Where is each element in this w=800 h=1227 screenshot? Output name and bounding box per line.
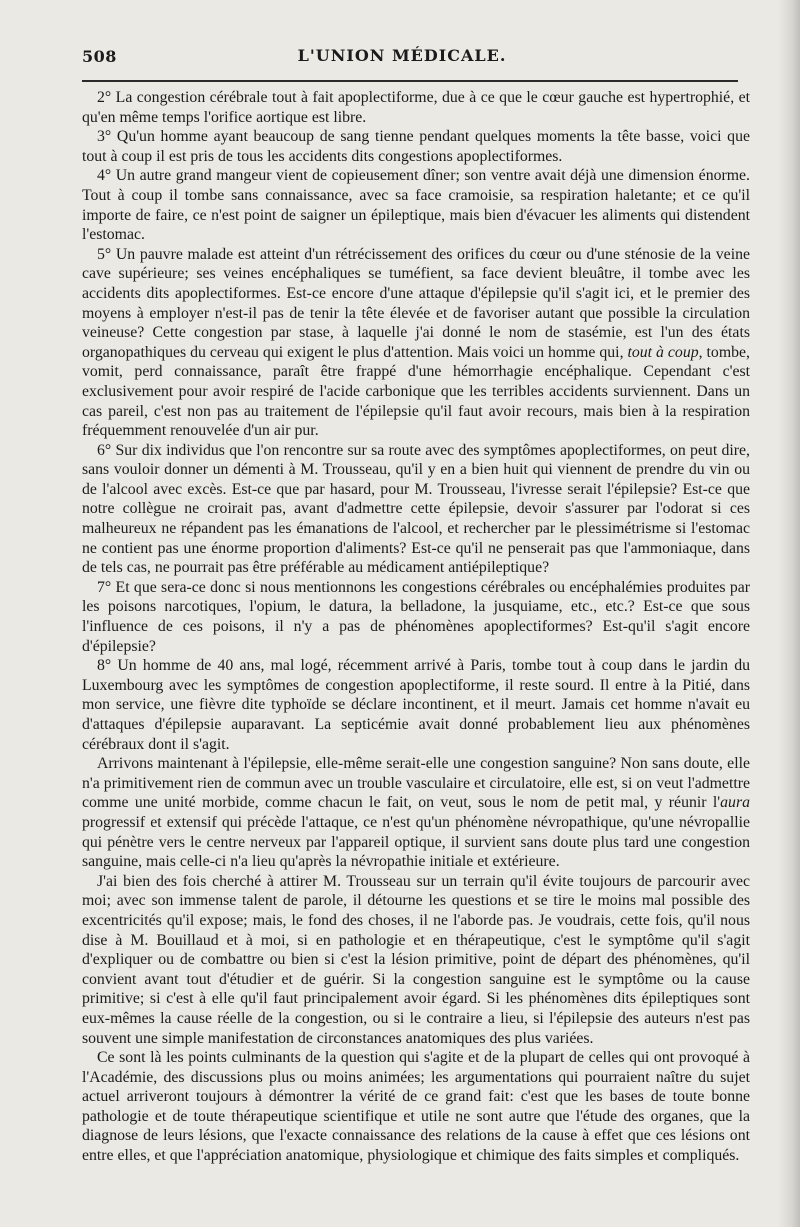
- paragraph-2: 2° La congestion cérébrale tout à fait apoplectiforme, due à ce que le cœur gauche est hypertrophié, et qu'en même temps l'orifice aortique est libre.: [82, 89, 750, 126]
- header-rule: [82, 80, 738, 82]
- page-shadow: [778, 0, 800, 1227]
- paragraph-conclusion: Ce sont là les points culminants de la question qui s'agite et de la plupart de celles qui ont provoqué à l'Académie, des discussions plus ou moins animées; les argumentations qui pourraient naître du sujet actuel arriveront toujours à démontrer la vérité de ce grand fait: c'est que les bases de toute bonne pathologie et de toute thérapeutique scientifique et utile ne sont autre que l'étude des organes, que la diagnose de leurs lésions, que l'exacte connaissance des relations de la cause à effet que ces lésions ont entre elles, et que l'appréciation anatomique, physiologique et chimique des faits simples et compliqués.: [82, 1049, 750, 1165]
- paragraph-6: 6° Sur dix individus que l'on rencontre sur sa route avec des symptômes apoplectiformes, on peut dire, sans vouloir donner un démenti à M. Trousseau, qu'il y en a bien huit qui viennent de prendre du vin ou de l'alcool avec excès. Est-ce que par hasard, pour M. Trousseau, l'ivresse serait l'épilepsie? Est-ce que notre collègue ne croirait pas, avant d'admettre cette épilepsie, devoir s'assurer par l'odorat si ces malheureux ne répandent pas les émanations de l'alcool, et rechercher par le plessimétrisme si l'estomac ne contient pas une énorme proportion d'aliments? Est-ce qu'il ne penserait pas que l'ammoniaque, dans de tels cas, ne pourrait pas être préférable au médicament antiépileptique?: [82, 441, 750, 577]
- paragraph-7: 7° Et que sera-ce donc si nous mentionnons les congestions cérébrales ou encéphalémies produites par les poisons narcotiques, l'opium, le datura, la belladone, la jusquiame, etc., etc.? Est-ce que sous l'influence de ces poisons, il n'y a pas de phénomènes apoplectiformes? Est-qu'il s'agit encore d'épilepsie?: [82, 578, 750, 655]
- running-title: L'UNION MÉDICALE.: [297, 46, 507, 65]
- paragraph-4: 4° Un autre grand mangeur vient de copieusement dîner; son ventre avait déjà une dimension énorme. Tout à coup il tombe sans connaissance, avec sa face cramoisie, sa respiration haletante; et ce qu'il importe de faire, ce n'est point de saigner un épileptique, mais bien d'évacuer les aliments qui distendent l'estomac.: [82, 167, 750, 244]
- page-header: [82, 44, 722, 72]
- body-text: [82, 88, 750, 1166]
- page-number: 508: [82, 47, 117, 66]
- paragraph-5-part-2: , tombe, vomit, perd connaissance, paraît être frappé d'une hémorrhagie encéphalique. Cependant c'est exclusivement pour avoir respiré de l'acide carbonique que les terribles accidents surviennent. Dans un cas pareil, c'est non pas au traitement de l'épilepsie qu'il faut avoir recours, mais bien à la respiration fréquemment renouvelée d'un air pur.: [82, 343, 750, 440]
- paragraph-5-part-1: 5° Un pauvre malade est atteint d'un rétrécissement des orifices du cœur ou d'une sténosie de la veine cave supérieure; ses veines encéphaliques se tuméfient, sa face devient bleuâtre, il tombe avec les accidents dits apoplectiformes. Est-ce encore d'une attaque d'épilepsie qu'il s'agit ici, et le premier des moyens à employer n'est-il pas de tenir la tête élevée et de favoriser autant que possible la circulation veineuse? Cette congestion par stase, à laquelle j'ai donné le nom de stasémie, est l'un des états organopathiques du cerveau qui exigent le plus d'attention. Mais voici un homme qui,: [82, 245, 750, 361]
- paragraph-epilepsy-part-2: progressif et extensif qui précède l'attaque, ce n'est qu'un phénomène névropathique, qu'une névropallie qui pénètre vers le centre nerveux par l'appareil optique, il survient sans doute plus tard une congestion sanguine, mais celle-ci n'a lieu qu'après la névropathie initiale et extérieure.: [82, 813, 750, 871]
- paragraph-5-italic: tout à coup: [627, 343, 699, 361]
- paragraph-epilepsy: [82, 754, 750, 872]
- paragraph-5: [82, 245, 750, 441]
- paragraph-epilepsy-italic: aura: [720, 794, 750, 812]
- paragraph-8: 8° Un homme de 40 ans, mal logé, récemment arrivé à Paris, tombe tout à coup dans le jardin du Luxembourg avec les symptômes de congestion apoplectiforme, il reste sourd. Il entre à la Pitié, dans mon service, une fièvre dite typhoïde se déclare incontinent, et il meurt. Jamais cet homme n'avait eu d'attaques d'épilepsie auparavant. La septicémie avait donné probablement lieu aux phénomènes cérébraux dont il s'agit.: [82, 657, 750, 753]
- paragraph-epilepsy-part-1: Arrivons maintenant à l'épilepsie, elle-même serait-elle une congestion sanguine? Non sans doute, elle n'a primitivement rien de commun avec un trouble vasculaire et circulatoire, elle est, si on veut l'admettre comme une unité morbide, comme chacun le fait, on veut, sous le nom de petit mal, y réunir l': [82, 755, 750, 812]
- paragraph-trousseau: J'ai bien des fois cherché à attirer M. Trousseau sur un terrain qu'il évite toujours de parcourir avec moi; avec son immense talent de parole, il détourne les questions et se tire le moins mal possible des excentricités qu'il expose; mais, le fond des choses, il ne l'aborde pas. Je voudrais, cette fois, qu'il nous dise à M. Bouillaud et à moi, si en pathologie et en thérapeutique, c'est le symptôme qu'il s'agit d'expliquer ou de combattre ou bien si c'est la lésion primitive, point de départ des phénomènes, qu'il convient avant tout d'étudier et de guérir. Si la congestion sanguine est le symptôme ou la cause primitive; si c'est à elle qu'il faut principalement avoir égard. Si les phénomènes dits épileptiques sont eux-mêmes la cause réelle de la congestion, ou si le contraire a lieu, si l'épilepsie des auteurs n'est pas souvent une simple manifestation de circonstances anatomiques des plus variées.: [82, 872, 750, 1047]
- paragraph-3: 3° Qu'un homme ayant beaucoup de sang tienne pendant quelques moments la tête basse, voici que tout à coup il est pris de tous les accidents dits congestions apoplectiformes.: [82, 128, 750, 165]
